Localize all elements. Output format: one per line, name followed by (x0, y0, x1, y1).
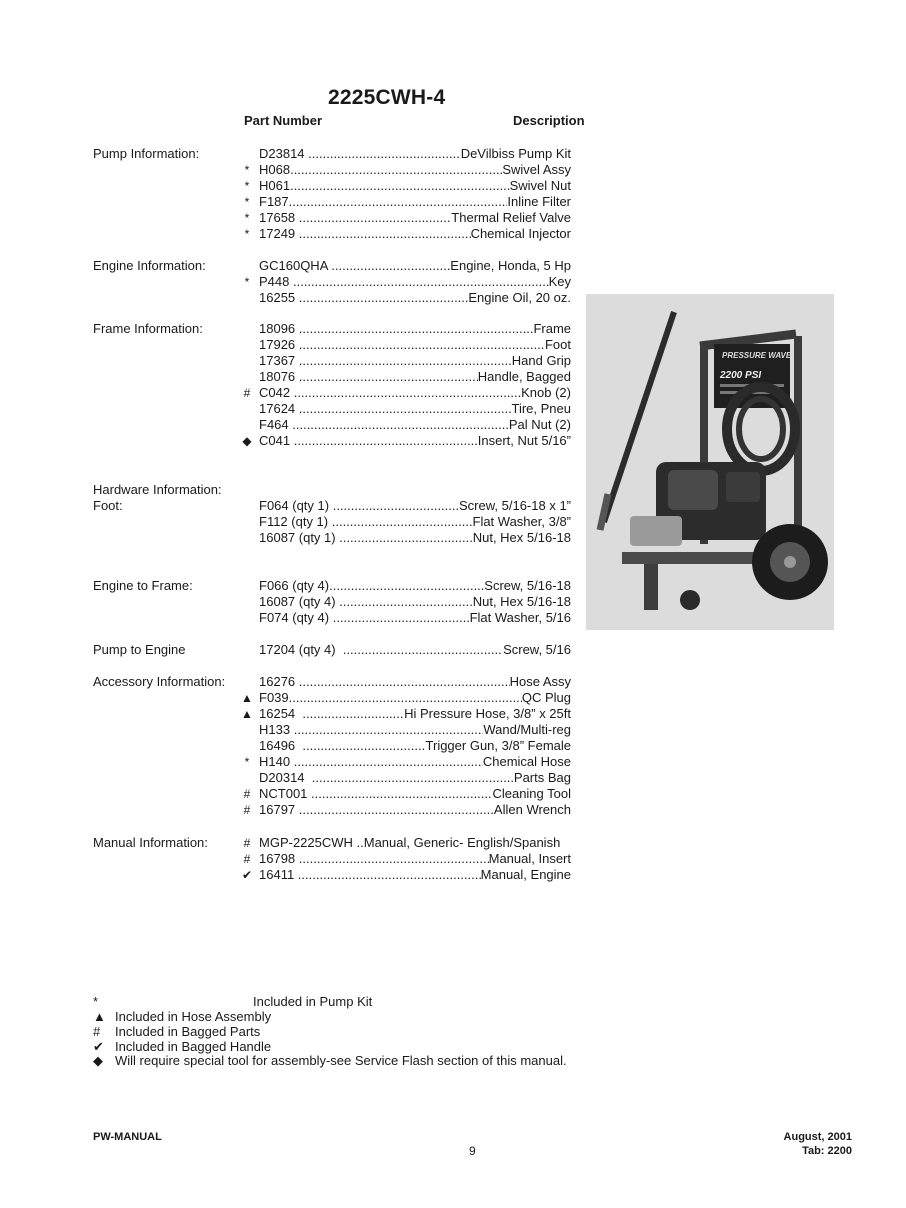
part-description: Pal Nut (2) (508, 417, 571, 432)
legend-text: Included in Bagged Handle (115, 1039, 272, 1054)
part-number: F112 (qty 1) (259, 514, 332, 529)
part-number: C041 (259, 433, 294, 448)
part-marker: * (244, 227, 250, 241)
leader-dots (333, 610, 470, 625)
leader-dots (299, 210, 452, 225)
part-number: 17926 (259, 337, 299, 352)
part-marker: # (243, 787, 251, 801)
legend-text: Included in Hose Assembly (115, 1009, 272, 1024)
pressure-washer-photo (586, 294, 834, 630)
part-number: D20314 (259, 770, 312, 785)
legend-symbol: # (93, 1024, 101, 1039)
part-marker: # (243, 836, 251, 850)
part-description: Chemical Injector (470, 226, 571, 241)
leader-dots (299, 401, 512, 416)
part-description: QC Plug (521, 690, 571, 705)
part-description: Knob (2) (521, 385, 571, 400)
part-description: Allen Wrench (493, 802, 571, 817)
part-description: Flat Washer, 5/16 (469, 610, 571, 625)
part-description: Flat Washer, 3/8” (472, 514, 571, 529)
legend-text: Included in Bagged Parts (115, 1024, 261, 1039)
leader-dots (299, 321, 534, 336)
section-label: Pump Information: (93, 146, 200, 161)
part-row (259, 754, 571, 769)
leader-dots (333, 498, 459, 513)
part-number: 17204 (qty 4) (259, 642, 343, 657)
part-row (259, 258, 571, 273)
leader-dots (289, 194, 508, 209)
part-description: Chemical Hose (482, 754, 571, 769)
leader-dots (290, 178, 510, 193)
part-marker: # (243, 803, 251, 817)
part-row (259, 337, 571, 352)
part-description: Handle, Bagged (477, 369, 571, 384)
leader-dots (339, 530, 473, 545)
part-row (259, 594, 571, 609)
part-row (259, 867, 571, 882)
part-description: Screw, 5/16-18 x 1” (459, 498, 571, 513)
part-row (259, 802, 571, 817)
part-marker: * (244, 275, 250, 289)
legend-text: Included in Pump Kit (253, 994, 373, 1009)
part-description: Screw, 5/16 (503, 642, 571, 657)
part-number: GC160QHA (259, 258, 332, 273)
leader-dots (339, 594, 473, 609)
legend-text: Will require special tool for assembly-see Service Flash section of this manual. (115, 1053, 567, 1068)
part-number: 16797 (259, 802, 299, 817)
part-number: 17249 (259, 226, 299, 241)
part-number: 16276 (259, 674, 299, 689)
part-description: Tire, Pneu (511, 401, 571, 416)
part-marker: # (243, 386, 251, 400)
legend-item (93, 1009, 271, 1024)
part-marker: # (243, 852, 251, 866)
part-description: Swivel Nut (509, 178, 571, 193)
part-description: Engine, Honda, 5 Hp (450, 258, 571, 273)
part-row (259, 642, 571, 657)
part-row (259, 770, 571, 785)
part-number: 16255 (259, 290, 299, 305)
legend-symbol: ✔ (93, 1039, 104, 1054)
part-number: F039 (259, 690, 289, 705)
leader-dots (299, 353, 512, 368)
part-row (259, 498, 571, 513)
part-number: 17658 (259, 210, 299, 225)
part-number: C042 (259, 385, 294, 400)
part-description: Insert, Nut 5/16” (477, 433, 571, 448)
part-description: Manual, Insert (488, 851, 571, 866)
part-number: MGP-2225CWH .. (259, 835, 364, 850)
leader-dots (299, 226, 471, 241)
description-header: Description (513, 113, 585, 128)
leader-dots (299, 337, 545, 352)
part-description: DeVilbiss Pump Kit (460, 146, 571, 161)
part-description: Manual, Generic- English/Spanish (363, 835, 561, 850)
leader-dots (312, 770, 514, 785)
part-row (259, 738, 571, 753)
leader-dots (299, 290, 469, 305)
part-description: Swivel Assy (502, 162, 571, 177)
panel-rating: 2200 PSI (720, 370, 762, 381)
footer-date: August, 2001 (783, 1131, 852, 1143)
part-description: Manual, Engine (480, 867, 571, 882)
part-description: Parts Bag (513, 770, 571, 785)
part-marker: ▲ (241, 707, 253, 721)
part-row (259, 194, 571, 209)
part-description: Foot (544, 337, 571, 352)
leader-dots (302, 738, 425, 753)
section-label: Engine to Frame: (93, 578, 193, 593)
section-label: Accessory Information: (93, 674, 226, 689)
part-description: Nut, Hex 5/16-18 (472, 594, 571, 609)
part-row (259, 433, 571, 448)
part-number: H068 (259, 162, 291, 177)
part-number: F074 (qty 4) (259, 610, 333, 625)
part-description: Frame (533, 321, 571, 336)
part-marker: ◆ (242, 434, 252, 448)
part-row (259, 417, 571, 432)
leader-dots (292, 417, 509, 432)
leader-dots (289, 690, 522, 705)
section-label: Manual Information: (93, 835, 208, 850)
leader-dots (299, 851, 489, 866)
part-number: 16087 (qty 1) (259, 530, 340, 545)
legend-item (93, 1053, 567, 1069)
part-row (259, 610, 571, 625)
leader-dots (293, 274, 549, 289)
part-row (259, 353, 571, 368)
part-number: H061 (259, 178, 291, 193)
part-description: Nut, Hex 5/16-18 (472, 530, 571, 545)
part-row (259, 578, 571, 593)
part-number: 17367 (259, 353, 299, 368)
section-label: Hardware Information: (93, 482, 222, 497)
page-number: 9 (469, 1144, 476, 1158)
part-marker: * (244, 755, 250, 769)
footer-tab: Tab: 2200 (802, 1145, 852, 1157)
part-description: Wand/Multi-reg (483, 722, 571, 737)
part-row (259, 835, 571, 850)
part-description: Inline Filter (507, 194, 571, 209)
section-label: Foot: (93, 498, 123, 513)
part-marker: * (244, 195, 250, 209)
panel-brand: PRESSURE WAVE (722, 351, 792, 360)
part-number: H140 (259, 754, 294, 769)
leader-dots (343, 642, 503, 657)
part-number: P448 (259, 274, 293, 289)
legend-symbol: ▲ (93, 1009, 106, 1024)
part-number: F066 (qty 4) (259, 578, 330, 593)
part-row (259, 690, 571, 705)
part-row (259, 178, 571, 193)
section-label: Pump to Engine (93, 642, 186, 657)
part-description: Hi Pressure Hose, 3/8” x 25ft (404, 706, 571, 721)
legend-item (93, 994, 372, 1009)
section-label: Frame Information: (93, 321, 203, 336)
part-row (259, 706, 571, 721)
part-row (259, 401, 571, 416)
part-number: NCT001 (259, 786, 312, 801)
part-number: F464 (259, 417, 293, 432)
leader-dots (294, 754, 483, 769)
part-marker: * (244, 179, 250, 193)
part-row (259, 290, 571, 305)
part-number: H133 (259, 722, 294, 737)
part-description: Engine Oil, 20 oz. (468, 290, 571, 305)
page-title: 2225CWH-4 (328, 86, 446, 109)
part-row (259, 722, 571, 737)
part-description: Thermal Relief Valve (451, 210, 571, 225)
part-description: Key (548, 274, 571, 289)
leader-dots (299, 802, 494, 817)
part-description: Screw, 5/16-18 (484, 578, 571, 593)
part-number: 16254 (259, 706, 303, 721)
part-number: 16411 (259, 867, 298, 882)
part-row (259, 786, 571, 801)
part-description: Hose Assy (509, 674, 571, 689)
leader-dots (294, 385, 521, 400)
leader-dots (294, 722, 484, 737)
leader-dots (331, 258, 450, 273)
part-row (259, 674, 571, 689)
part-row (259, 530, 571, 545)
footer-doc-id: PW-MANUAL (93, 1131, 162, 1143)
part-number: 18076 (259, 369, 299, 384)
part-number: 18096 (259, 321, 299, 336)
part-description: Hand Grip (511, 353, 571, 368)
leader-dots (299, 674, 510, 689)
part-row (259, 226, 571, 241)
leader-dots (302, 706, 404, 721)
part-marker: * (244, 163, 250, 177)
part-row (259, 321, 571, 336)
part-number-header: Part Number (244, 113, 323, 128)
part-description: Cleaning Tool (492, 786, 571, 801)
part-row (259, 146, 571, 161)
leader-dots (332, 514, 473, 529)
part-row (259, 514, 571, 529)
part-description: Trigger Gun, 3/8” Female (425, 738, 571, 753)
legend-symbol: ◆ (93, 1053, 103, 1068)
leader-dots (329, 578, 484, 593)
part-number: F187 (259, 194, 289, 209)
part-row (259, 385, 571, 400)
part-number: 16087 (qty 4) (259, 594, 340, 609)
leader-dots (290, 162, 502, 177)
leader-dots (299, 369, 478, 384)
part-marker: ✔ (241, 868, 253, 882)
legend-symbol: * (93, 994, 99, 1009)
leader-dots (308, 146, 461, 161)
part-number: 16496 (259, 738, 303, 753)
part-row (259, 162, 571, 177)
part-number: 17624 (259, 401, 299, 416)
part-number: 16798 (259, 851, 299, 866)
part-row (259, 274, 571, 289)
legend-item (93, 1024, 260, 1039)
part-number: F064 (qty 1) (259, 498, 333, 513)
part-number: D23814 (259, 146, 309, 161)
section-label: Engine Information: (93, 258, 206, 273)
leader-dots (294, 433, 478, 448)
part-row (259, 851, 571, 866)
part-row (259, 210, 571, 225)
part-marker: * (244, 211, 250, 225)
leader-dots (311, 786, 492, 801)
part-row (259, 369, 571, 384)
leader-dots (298, 867, 481, 882)
part-marker: ▲ (241, 691, 253, 705)
